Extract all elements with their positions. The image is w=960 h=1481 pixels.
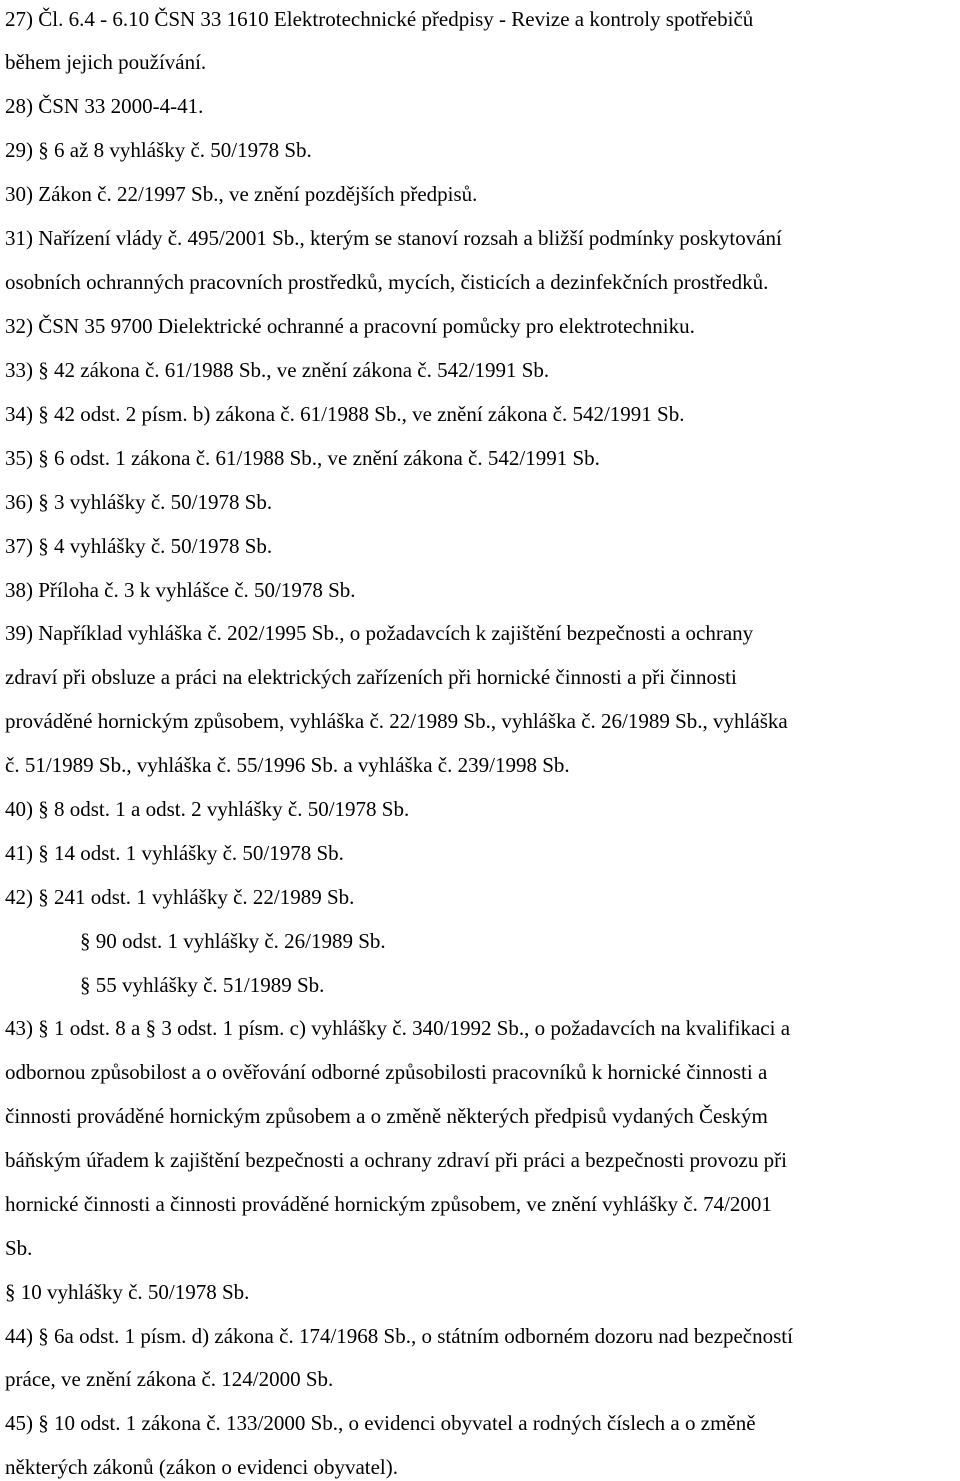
text-line: č. 51/1989 Sb., vyhláška č. 55/1996 Sb. a vyhláška č. 239/1998 Sb. <box>5 753 570 777</box>
text-line: některých zákonů (zákon o evidenci obyvatel). <box>5 1455 399 1479</box>
text-line: 42) § 241 odst. 1 vyhlášky č. 22/1989 Sb. <box>5 885 355 909</box>
text-line: 44) § 6a odst. 1 písm. d) zákona č. 174/1968 Sb., o státním odborném dozoru nad bezpečností <box>5 1324 793 1348</box>
text-line: 37) § 4 vyhlášky č. 50/1978 Sb. <box>5 534 273 558</box>
text-line: 28) ČSN 33 2000-4-41. <box>5 94 204 118</box>
text-line: § 90 odst. 1 vyhlášky č. 26/1989 Sb. <box>80 929 386 953</box>
text-line: hornické činnosti a činnosti prováděné hornickým způsobem, ve znění vyhlášky č. 74/2001 <box>5 1192 772 1216</box>
text-line: 45) § 10 odst. 1 zákona č. 133/2000 Sb., o evidenci obyvatel a rodných číslech a o změně <box>5 1411 756 1435</box>
text-line: 36) § 3 vyhlášky č. 50/1978 Sb. <box>5 490 273 514</box>
text-line: 33) § 42 zákona č. 61/1988 Sb., ve znění zákona č. 542/1991 Sb. <box>5 358 550 382</box>
text-line: 31) Nařízení vlády č. 495/2001 Sb., kterým se stanoví rozsah a bližší podmínky poskytování <box>5 226 782 250</box>
text-line: 41) § 14 odst. 1 vyhlášky č. 50/1978 Sb. <box>5 841 344 865</box>
text-line: báňským úřadem k zajištění bezpečnosti a ochrany zdraví při práci a bezpečnosti provozu při <box>5 1148 787 1172</box>
text-line: osobních ochranných pracovních prostředků, mycích, čisticích a dezinfekčních prostředků. <box>5 270 769 294</box>
text-line: 43) § 1 odst. 8 a § 3 odst. 1 písm. c) vyhlášky č. 340/1992 Sb., o požadavcích na kvalifikaci a <box>5 1016 791 1040</box>
text-line: 40) § 8 odst. 1 a odst. 2 vyhlášky č. 50/1978 Sb. <box>5 797 410 821</box>
text-line: práce, ve znění zákona č. 124/2000 Sb. <box>5 1367 334 1391</box>
text-line: 39) Například vyhláška č. 202/1995 Sb., o požadavcích k zajištění bezpečnosti a ochrany <box>5 621 754 645</box>
text-line: 27) Čl. 6.4 - 6.10 ČSN 33 1610 Elektrotechnické předpisy - Revize a kontroly spotřebičů <box>5 7 754 31</box>
text-line: 35) § 6 odst. 1 zákona č. 61/1988 Sb., ve znění zákona č. 542/1991 Sb. <box>5 446 600 470</box>
text-line: činnosti prováděné hornickým způsobem a o změně některých předpisů vydaných Českým <box>5 1104 768 1128</box>
text-line: během jejich používání. <box>5 50 207 74</box>
text-line: § 10 vyhlášky č. 50/1978 Sb. <box>5 1280 250 1304</box>
text-line: 38) Příloha č. 3 k vyhlášce č. 50/1978 Sb. <box>5 578 356 602</box>
text-line: Sb. <box>5 1236 33 1260</box>
text-line: 34) § 42 odst. 2 písm. b) zákona č. 61/1988 Sb., ve znění zákona č. 542/1991 Sb. <box>5 402 685 426</box>
text-line: 29) § 6 až 8 vyhlášky č. 50/1978 Sb. <box>5 138 312 162</box>
text-line: 32) ČSN 35 9700 Dielektrické ochranné a pracovní pomůcky pro elektrotechniku. <box>5 314 695 338</box>
text-line: zdraví při obsluze a práci na elektrických zařízeních při hornické činnosti a při činnosti <box>5 665 737 689</box>
text-line: odbornou způsobilost a o ověřování odborné způsobilosti pracovníků k hornické činnosti a <box>5 1060 768 1084</box>
text-line: § 55 vyhlášky č. 51/1989 Sb. <box>80 973 325 997</box>
text-line: prováděné hornickým způsobem, vyhláška č. 22/1989 Sb., vyhláška č. 26/1989 Sb., vyhláška <box>5 709 788 733</box>
text-line: 30) Zákon č. 22/1997 Sb., ve znění pozdějších předpisů. <box>5 182 478 206</box>
